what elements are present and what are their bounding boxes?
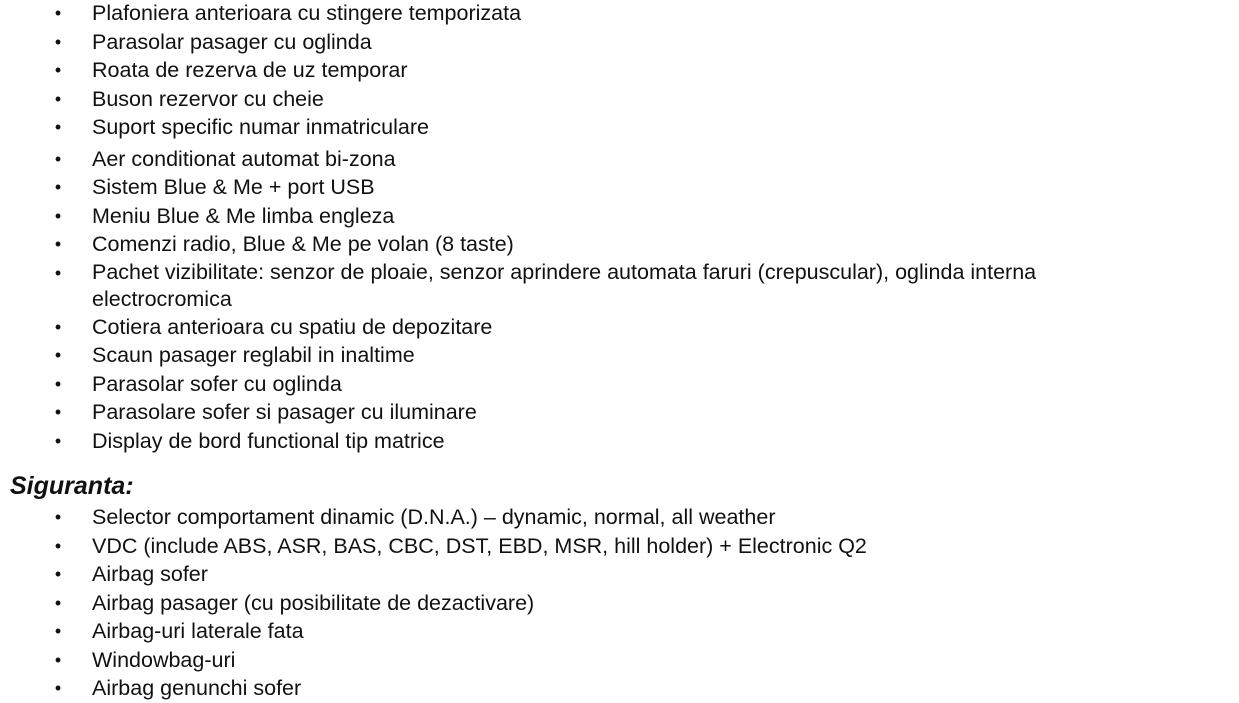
bullet: • — [54, 88, 62, 109]
list-item-text: VDC (include ABS, ASR, BAS, CBC, DST, EBD, MSR, hill holder) + Electronic Q2 — [92, 533, 867, 558]
list-item — [0, 427, 1239, 456]
list-item — [0, 173, 1239, 202]
list-item-text: Buson rezervor cu cheie — [92, 86, 324, 111]
bullet: • — [54, 177, 62, 197]
list-item — [0, 370, 1239, 399]
bullet: • — [54, 373, 62, 394]
list-item-text: Pachet vizibilitate: senzor de ploaie, senzor aprindere automata faruri (crepuscular), oglinda interna electrocromica — [92, 259, 1037, 311]
list-item-text: Aer conditionat automat bi-zona — [92, 146, 396, 171]
feature-list-safety — [0, 503, 1239, 703]
list-item-text: Cotiera anterioara cu spatiu de depozitare — [92, 314, 493, 339]
list-item-text: Roata de rezerva de uz temporar — [92, 58, 408, 82]
list-item-text: Airbag sofer — [92, 562, 208, 586]
list-item — [0, 0, 1239, 28]
list-item-text: Parasolar pasager cu oglinda — [92, 29, 372, 54]
list-item-text: Airbag genunchi sofer — [92, 676, 302, 700]
bullet: • — [54, 234, 62, 254]
list-item-text: Display de bord functional tip matrice — [92, 428, 445, 453]
bullet: • — [54, 117, 62, 137]
list-item-text: Parasolar sofer cu oglinda — [92, 371, 342, 396]
section-heading-siguranta: Siguranta: — [10, 472, 134, 500]
list-item — [0, 230, 1239, 259]
bullet: • — [54, 678, 62, 698]
bullet: • — [54, 564, 62, 584]
list-item — [0, 313, 1239, 342]
bullet: • — [54, 535, 62, 556]
list-item-text: Meniu Blue & Me limba engleza — [92, 203, 395, 228]
bullet: • — [54, 507, 62, 527]
list-item — [0, 503, 1239, 532]
bullet: • — [54, 402, 62, 422]
list-item-text: Scaun pasager reglabil in inaltime — [92, 343, 415, 367]
list-item — [0, 259, 1239, 313]
list-item-text: Sistem Blue & Me + port USB — [92, 175, 375, 199]
list-item — [0, 145, 1239, 174]
bullet: • — [54, 592, 62, 613]
list-item — [0, 341, 1239, 370]
list-item-text: Selector comportament dinamic (D.N.A.) – dynamic, normal, all weather — [92, 505, 776, 529]
bullet: • — [54, 621, 62, 641]
list-item-text: Comenzi radio, Blue & Me pe volan (8 taste) — [92, 232, 514, 256]
bullet: • — [54, 262, 62, 283]
list-item — [0, 532, 1239, 561]
list-item — [0, 589, 1239, 618]
bullet: • — [54, 148, 62, 169]
list-item-text: Suport specific numar inmatriculare — [92, 115, 429, 139]
list-item — [0, 113, 1239, 142]
list-item-text: Airbag pasager (cu posibilitate de dezactivare) — [92, 590, 535, 615]
list-item-text: Plafoniera anterioara cu stingere temporizata — [92, 1, 522, 25]
bullet: • — [54, 316, 62, 337]
list-item — [0, 28, 1239, 57]
list-item — [0, 398, 1239, 427]
list-item — [0, 56, 1239, 85]
bullet: • — [54, 345, 62, 365]
bullet: • — [54, 3, 62, 23]
bullet: • — [54, 60, 62, 80]
list-item-text: Windowbag-uri — [92, 647, 236, 672]
list-item — [0, 646, 1239, 675]
list-item-text: Airbag-uri laterale fata — [92, 619, 304, 643]
bullet: • — [54, 649, 62, 670]
bullet: • — [54, 430, 62, 451]
list-item-text: Parasolare sofer si pasager cu iluminare — [92, 400, 477, 424]
list-item — [0, 85, 1239, 114]
list-item — [0, 674, 1239, 703]
bullet: • — [54, 205, 62, 226]
list-item — [0, 560, 1239, 589]
list-item — [0, 202, 1239, 231]
list-item — [0, 617, 1239, 646]
bullet: • — [54, 31, 62, 52]
